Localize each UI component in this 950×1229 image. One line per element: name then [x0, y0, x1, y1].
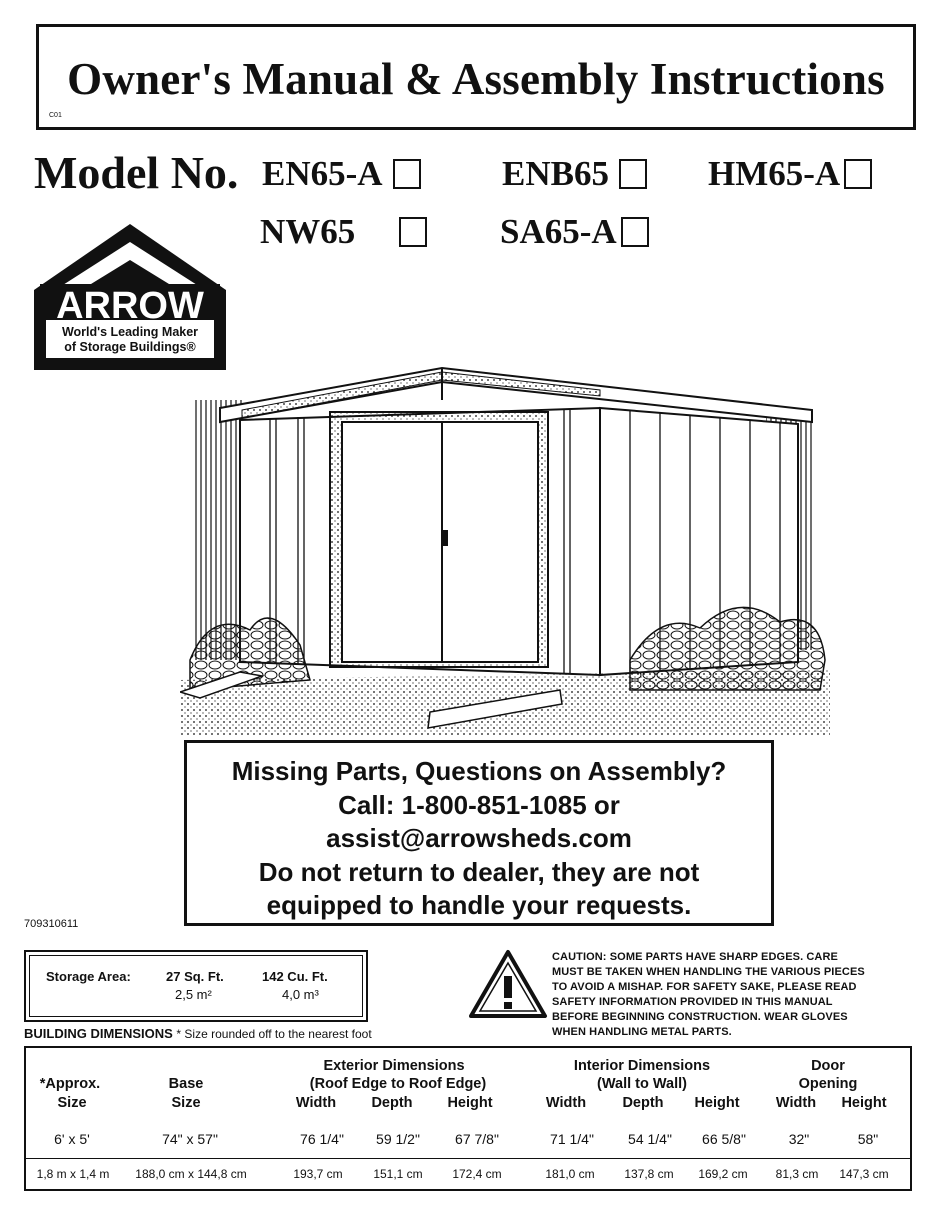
imperial-door-width: 32"	[788, 1131, 810, 1147]
col-door-height: Height	[841, 1095, 887, 1111]
approx-subheader: Size	[57, 1095, 87, 1111]
model-checkbox[interactable]	[619, 159, 647, 189]
imperial-approx-size: 6' x 5'	[54, 1131, 90, 1147]
caution-notice	[552, 950, 932, 1040]
imperial-door-height: 58"	[857, 1131, 879, 1147]
caution-line: MUST BE TAKEN WHEN HANDLING THE VARIOUS PIECES	[552, 966, 865, 978]
col-int-width: Width	[545, 1095, 587, 1111]
storage-label: Storage Area:	[46, 969, 131, 984]
model-name: SA65-A	[500, 212, 617, 251]
metric-base-size: 188,0 cm x 144,8 cm	[135, 1167, 247, 1181]
help-line-5: equipped to handle your requests.	[266, 890, 692, 920]
help-email[interactable]: assist@arrowsheds.com	[326, 823, 632, 853]
caution-line: CAUTION: SOME PARTS HAVE SHARP EDGES. CARE	[552, 951, 838, 963]
base-subheader: Size	[171, 1095, 201, 1111]
model-option-sa65a[interactable]	[500, 212, 649, 252]
model-name: ENB65	[502, 154, 609, 193]
storage-sq-m: 2,5 m²	[175, 987, 212, 1002]
imperial-ext-depth: 59 1/2"	[376, 1131, 420, 1147]
col-door-width: Width	[775, 1095, 817, 1111]
imperial-ext-height: 67 7/8"	[455, 1131, 499, 1147]
col-ext-height: Height	[447, 1095, 493, 1111]
col-int-depth: Depth	[622, 1095, 664, 1111]
title-code: C01	[49, 112, 62, 119]
model-option-nw65[interactable]	[260, 212, 427, 252]
model-option-enb65[interactable]	[502, 154, 647, 194]
imperial-base-size: 74" x 57"	[162, 1131, 218, 1147]
model-name: NW65	[260, 212, 356, 251]
caution-line: TO AVOID A MISHAP. FOR SAFETY SAKE, PLEASE READ	[552, 981, 857, 993]
model-option-en65a[interactable]	[262, 154, 421, 194]
model-checkbox[interactable]	[621, 217, 649, 247]
logo-tagline-1: World's Leading Maker	[61, 325, 199, 339]
col-ext-width: Width	[295, 1095, 337, 1111]
dimensions-heading: BUILDING DIMENSIONS	[24, 1026, 173, 1041]
help-line-4: Do not return to dealer, they are not	[258, 856, 700, 887]
imperial-ext-width: 76 1/4"	[300, 1131, 344, 1147]
model-checkbox[interactable]	[399, 217, 427, 247]
storage-area-box	[24, 950, 368, 1022]
storage-sq-ft: 27 Sq. Ft.	[166, 969, 224, 984]
caution-line: WHEN HANDLING METAL PARTS.	[552, 1026, 732, 1038]
dimensions-note: * Size rounded off to the nearest foot	[176, 1027, 372, 1041]
interior-header: Interior Dimensions	[573, 1058, 711, 1074]
exterior-header: Exterior Dimensions	[323, 1058, 465, 1074]
metric-int-height: 169,2 cm	[698, 1167, 748, 1181]
shed-illustration	[180, 360, 830, 735]
storage-cu-m: 4,0 m³	[282, 987, 319, 1002]
model-name: HM65-A	[708, 154, 841, 193]
help-line-1: Missing Parts, Questions on Assembly?	[231, 756, 727, 786]
imperial-int-height: 66 5/8"	[702, 1131, 746, 1147]
title-box	[36, 24, 916, 130]
col-ext-depth: Depth	[371, 1095, 413, 1111]
imperial-int-depth: 54 1/4"	[628, 1131, 672, 1147]
caution-line: BEFORE BEGINNING CONSTRUCTION. WEAR GLOVES	[552, 1011, 848, 1023]
metric-door-width: 81,3 cm	[775, 1167, 819, 1181]
exterior-subheader: (Roof Edge to Roof Edge)	[309, 1076, 487, 1092]
metric-int-width: 181,0 cm	[545, 1167, 595, 1181]
arrow-logo	[32, 220, 228, 370]
part-number: 709310611	[24, 918, 79, 930]
door-subheader: Opening	[798, 1076, 858, 1092]
help-phone[interactable]: Call: 1-800-851-1085 or	[338, 789, 620, 820]
storage-cu-ft: 142 Cu. Ft.	[262, 969, 328, 984]
metric-ext-width: 193,7 cm	[293, 1167, 343, 1181]
help-box	[184, 740, 774, 926]
approx-header: *Approx.	[39, 1076, 101, 1092]
model-checkbox[interactable]	[393, 159, 421, 189]
manual-title: Owner's Manual & Assembly Instructions	[67, 54, 885, 104]
model-checkbox[interactable]	[844, 159, 872, 189]
col-int-height: Height	[694, 1095, 740, 1111]
building-dimensions-heading	[24, 1026, 372, 1041]
table-divider	[24, 1158, 912, 1159]
warning-icon	[468, 948, 548, 1020]
logo-brand: ARROW	[56, 285, 204, 327]
model-name: EN65-A	[262, 154, 383, 193]
imperial-int-width: 71 1/4"	[550, 1131, 594, 1147]
metric-approx-size: 1,8 m x 1,4 m	[36, 1167, 110, 1181]
logo-tagline-2: of Storage Buildings®	[64, 340, 196, 354]
model-label: Model No.	[34, 147, 239, 198]
base-header: Base	[168, 1076, 204, 1092]
model-option-hm65a[interactable]	[708, 154, 872, 194]
metric-int-depth: 137,8 cm	[624, 1167, 674, 1181]
interior-subheader: (Wall to Wall)	[597, 1076, 687, 1092]
caution-line: SAFETY INFORMATION PROVIDED IN THIS MANUAL	[552, 996, 833, 1008]
door-header: Door	[811, 1058, 845, 1074]
metric-door-height: 147,3 cm	[839, 1167, 889, 1181]
metric-ext-height: 172,4 cm	[452, 1167, 502, 1181]
metric-ext-depth: 151,1 cm	[373, 1167, 423, 1181]
